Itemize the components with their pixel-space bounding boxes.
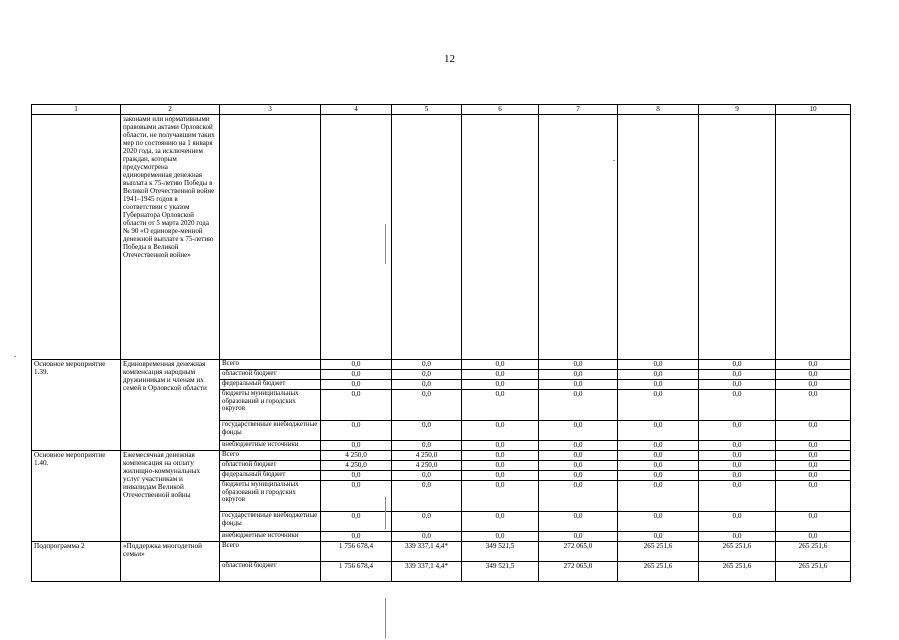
amount-cell: 339 337,1 4,4* <box>392 562 462 582</box>
amount-cell: 0,0 <box>776 421 851 441</box>
amount-cell: 0,0 <box>618 441 699 451</box>
funding-source: внебюджетные источники <box>220 441 321 451</box>
continuation-description: законами или нормативными правовыми актами Орловской области, не получавшим таких мер по состоянию на 1 января 2020 года, за исключением граждан, которым предусмотрена единовременная денежная выплата к 75-летию Победы в Великой Отечественной войне 1941–1945 годов в соответствии с указом Губернатора Орловской области от 5 марта 2020 года № 90 «О единовре-менной денежной выплате к 75-летию Победы в Великой Отечественной войне» <box>121 115 220 360</box>
amount-cell: 4 250,0 <box>321 451 392 461</box>
amount-cell: 0,0 <box>321 481 392 512</box>
activity-title: Единовременная денежная компенсация народным дружинникам и членам их семей в Орловской области <box>121 360 220 451</box>
continuation-row <box>32 115 851 360</box>
amount-cell: 0,0 <box>618 461 699 471</box>
amount-cell: 0,0 <box>776 532 851 542</box>
column-header: 5 <box>392 105 462 115</box>
table-cell <box>699 115 776 360</box>
funding-source: государственные внебюджетные фонды <box>220 421 321 441</box>
amount-cell: 4 250,0 <box>321 461 392 471</box>
amount-cell: 0,0 <box>462 441 539 451</box>
table-cell <box>776 115 851 360</box>
amount-cell: 0,0 <box>618 481 699 512</box>
amount-cell: 0,0 <box>699 370 776 380</box>
amount-cell: 272 065,0 <box>539 542 618 562</box>
amount-cell: 0,0 <box>539 481 618 512</box>
amount-cell: 0,0 <box>321 441 392 451</box>
amount-cell: 0,0 <box>539 471 618 481</box>
funding-source: областной бюджет <box>220 562 321 582</box>
funding-source: Всего <box>220 360 321 370</box>
activity-title: «Поддержка многодетной семьи» <box>121 542 220 582</box>
amount-cell: 265 251,6 <box>618 562 699 582</box>
column-header: 3 <box>220 105 321 115</box>
amount-cell: 0,0 <box>462 390 539 421</box>
amount-cell: 272 065,0 <box>539 562 618 582</box>
amount-cell: 0,0 <box>321 360 392 370</box>
amount-cell: 0,0 <box>539 360 618 370</box>
amount-cell: 0,0 <box>462 532 539 542</box>
scan-mark <box>14 356 16 357</box>
funding-source: областной бюджет <box>220 461 321 471</box>
amount-cell: 0,0 <box>321 370 392 380</box>
amount-cell: 0,0 <box>618 380 699 390</box>
amount-cell: 0,0 <box>776 512 851 532</box>
table-cell <box>321 115 392 360</box>
activity-code: Основное мероприятие 1.39. <box>32 360 121 451</box>
amount-cell: 0,0 <box>392 370 462 380</box>
amount-cell: 0,0 <box>321 421 392 441</box>
funding-source: бюджеты муниципальных образований и городских округов <box>220 481 321 512</box>
amount-cell: 0,0 <box>618 532 699 542</box>
column-header: 7 <box>539 105 618 115</box>
column-header: 1 <box>32 105 121 115</box>
amount-cell: 0,0 <box>462 461 539 471</box>
table-cell <box>618 115 699 360</box>
table-row <box>32 542 851 562</box>
activity-code: Основное мероприятие 1.40. <box>32 451 121 542</box>
activity-code: Подпрограмма 2 <box>32 542 121 582</box>
amount-cell: 0,0 <box>776 441 851 451</box>
funding-source: Всего <box>220 542 321 562</box>
amount-cell: 0,0 <box>321 471 392 481</box>
amount-cell: 349 521,5 <box>462 542 539 562</box>
amount-cell: 0,0 <box>699 481 776 512</box>
amount-cell: 0,0 <box>539 370 618 380</box>
amount-cell: 0,0 <box>539 451 618 461</box>
amount-cell: 0,0 <box>321 512 392 532</box>
amount-cell: 265 251,6 <box>776 542 851 562</box>
amount-cell: 0,0 <box>321 390 392 421</box>
amount-cell: 0,0 <box>539 441 618 451</box>
amount-cell: 0,0 <box>618 360 699 370</box>
amount-cell: 0,0 <box>392 360 462 370</box>
scan-mark <box>385 224 386 264</box>
amount-cell: 0,0 <box>539 380 618 390</box>
amount-cell: 0,0 <box>699 451 776 461</box>
amount-cell: 1 756 678,4 <box>321 542 392 562</box>
page-number: 12 <box>444 53 455 65</box>
table-row <box>32 451 851 461</box>
column-header: 4 <box>321 105 392 115</box>
funding-source: внебюджетные источники <box>220 532 321 542</box>
amount-cell: 0,0 <box>699 512 776 532</box>
amount-cell: 0,0 <box>539 421 618 441</box>
amount-cell: 0,0 <box>392 390 462 421</box>
amount-cell: 265 251,6 <box>699 562 776 582</box>
funding-source: федеральный бюджет <box>220 380 321 390</box>
activity-title: Ежемесячная денежная компенсация на оплату жилищно-коммунальных услуг участникам и инвалидам Великой Отечественной войны <box>121 451 220 542</box>
amount-cell: 0,0 <box>776 461 851 471</box>
amount-cell: 0,0 <box>392 421 462 441</box>
column-number-row <box>32 105 851 115</box>
amount-cell: 0,0 <box>462 360 539 370</box>
column-header: 10 <box>776 105 851 115</box>
amount-cell: 0,0 <box>539 532 618 542</box>
amount-cell: 1 756 678,4 <box>321 562 392 582</box>
amount-cell: 0,0 <box>618 471 699 481</box>
table-cell <box>539 115 618 360</box>
amount-cell: 0,0 <box>699 390 776 421</box>
amount-cell: 0,0 <box>539 390 618 421</box>
amount-cell: 0,0 <box>618 512 699 532</box>
amount-cell: 0,0 <box>776 370 851 380</box>
amount-cell: 0,0 <box>321 380 392 390</box>
amount-cell: 0,0 <box>776 390 851 421</box>
amount-cell: 0,0 <box>392 532 462 542</box>
funding-source: бюджеты муниципальных образований и городских округов <box>220 390 321 421</box>
amount-cell: 0,0 <box>462 421 539 441</box>
amount-cell: 0,0 <box>539 461 618 471</box>
amount-cell: 0,0 <box>462 471 539 481</box>
amount-cell: 0,0 <box>462 370 539 380</box>
amount-cell: 0,0 <box>776 380 851 390</box>
amount-cell: 0,0 <box>618 370 699 380</box>
table-cell <box>220 115 321 360</box>
table-row <box>32 360 851 370</box>
amount-cell: 0,0 <box>699 360 776 370</box>
column-header: 2 <box>121 105 220 115</box>
amount-cell: 0,0 <box>462 481 539 512</box>
scan-mark <box>385 497 386 529</box>
funding-source: государственные внебюджетные фонды <box>220 512 321 532</box>
amount-cell: 0,0 <box>392 481 462 512</box>
amount-cell: 0,0 <box>699 532 776 542</box>
amount-cell: 4 250,0 <box>392 461 462 471</box>
amount-cell: 0,0 <box>392 471 462 481</box>
column-header: 8 <box>618 105 699 115</box>
table-cell <box>392 115 462 360</box>
scan-mark <box>613 160 615 161</box>
column-header: 6 <box>462 105 539 115</box>
amount-cell: 0,0 <box>321 532 392 542</box>
funding-source: Всего <box>220 451 321 461</box>
amount-cell: 265 251,6 <box>618 542 699 562</box>
amount-cell: 0,0 <box>776 360 851 370</box>
amount-cell: 339 337,1 4,4* <box>392 542 462 562</box>
amount-cell: 265 251,6 <box>776 562 851 582</box>
amount-cell: 0,0 <box>699 380 776 390</box>
amount-cell: 0,0 <box>392 441 462 451</box>
amount-cell: 265 251,6 <box>699 542 776 562</box>
amount-cell: 0,0 <box>776 471 851 481</box>
amount-cell: 0,0 <box>392 512 462 532</box>
scan-mark <box>385 598 386 638</box>
amount-cell: 0,0 <box>539 512 618 532</box>
amount-cell: 0,0 <box>699 471 776 481</box>
column-header: 9 <box>699 105 776 115</box>
amount-cell: 349 521,5 <box>462 562 539 582</box>
amount-cell: 0,0 <box>392 380 462 390</box>
amount-cell: 0,0 <box>699 461 776 471</box>
amount-cell: 0,0 <box>618 421 699 441</box>
amount-cell: 0,0 <box>462 512 539 532</box>
budget-table <box>31 104 851 582</box>
amount-cell: 0,0 <box>618 390 699 421</box>
amount-cell: 0,0 <box>699 441 776 451</box>
amount-cell: 0,0 <box>776 451 851 461</box>
amount-cell: 0,0 <box>776 481 851 512</box>
amount-cell: 0,0 <box>462 451 539 461</box>
funding-source: областной бюджет <box>220 370 321 380</box>
amount-cell: 0,0 <box>618 451 699 461</box>
table-cell <box>32 115 121 360</box>
amount-cell: 4 250,0 <box>392 451 462 461</box>
funding-source: федеральный бюджет <box>220 471 321 481</box>
table-cell <box>462 115 539 360</box>
amount-cell: 0,0 <box>699 421 776 441</box>
amount-cell: 0,0 <box>462 380 539 390</box>
